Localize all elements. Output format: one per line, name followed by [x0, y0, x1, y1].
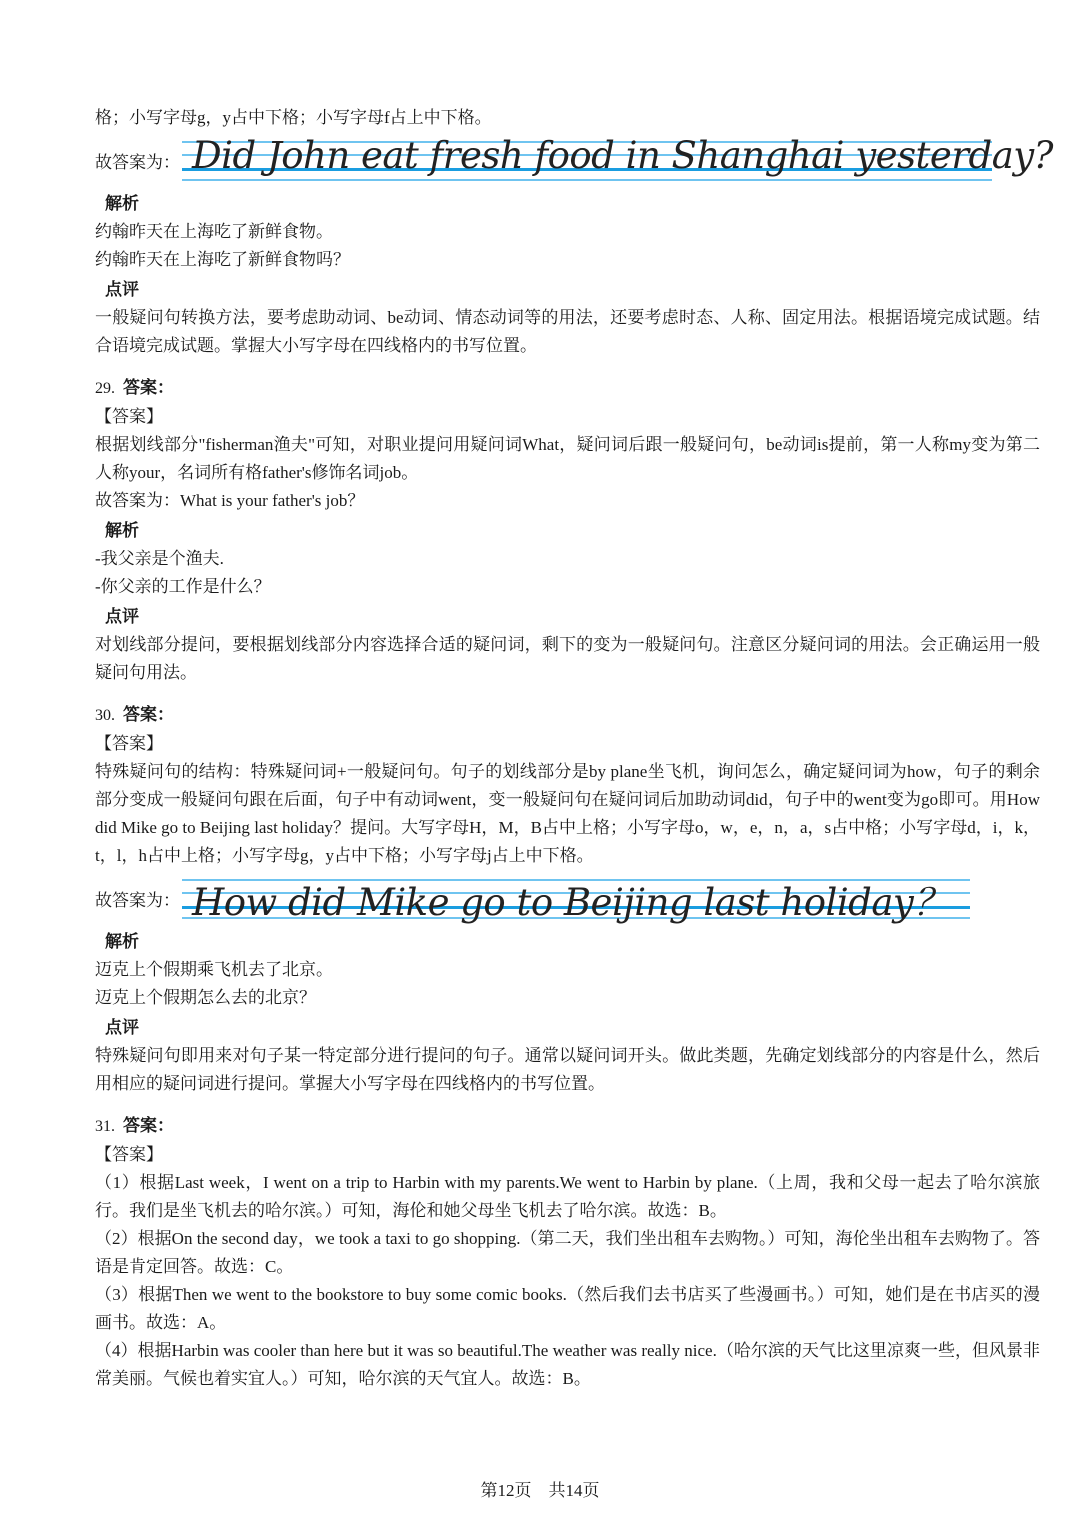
paragraph: 特殊疑问句即用来对句子某一特定部分进行提问的句子。通常以疑问词开头。做此类题，先确定划线部分的内容是什么，然后用相应的疑问词进行提问。掌握大小写字母在四线格内的书写位置。 [95, 1046, 1040, 1093]
section-heading-dianping: 点评 [105, 280, 139, 299]
section-heading-jiexi: 解析 [105, 521, 139, 540]
text-line: -你父亲的工作是什么？ [95, 577, 271, 596]
four-line-grid [182, 134, 1053, 183]
page-footer: 第12页 共14页 [480, 1481, 600, 1500]
answer-text: 故答案为：What is your father's job？ [95, 491, 365, 510]
question-num: 31. [95, 1118, 115, 1135]
answer-bracket: 【答案】 [95, 1145, 163, 1164]
paragraph: 对划线部分提问，要根据划线部分内容选择合适的疑问词，剩下的变为一般疑问句。注意区分疑问词的用法。会正确运用一般疑问句用法。 [95, 635, 1040, 682]
section-heading-jiexi: 解析 [105, 932, 139, 951]
answer-bracket: 【答案】 [95, 407, 163, 426]
answer-row [95, 870, 1040, 926]
list-item: （2）根据On the second day，we took a taxi to go shopping.（第二天，我们坐出租车去购物。）可知，海伦坐出租车去购物了。答语是肯定回答。故选：C。 [95, 1229, 1040, 1276]
list-item: （1）根据Last week，I went on a trip to Harbin with my parents.We went to Harbin by plane.（上周，我和父母一起去了哈尔滨旅行。我们是坐飞机去的哈尔滨。）可知，海伦和她父母坐飞机去了哈尔滨。故选：B。 [95, 1173, 1040, 1220]
handwritten-answer: Did John eat fresh food in Shanghai yesterday? [192, 134, 1053, 177]
list-item: （4）根据Harbin was cooler than here but it was so beautiful.The weather was really nice.（哈尔滨的天气比这里凉爽一些，但风景非常美丽。气候也着实宜人。）可知，哈尔滨的天气宜人。故选：B。 [95, 1341, 1040, 1388]
answer-label: 答案： [123, 1116, 174, 1135]
paragraph: 一般疑问句转换方法，要考虑助动词、be动词、情态动词等的用法，还要考虑时态、人称、固定用法。根据语境完成试题。结合语境完成试题。掌握大小写字母在四线格内的书写位置。 [95, 308, 1040, 355]
question-number [95, 701, 1040, 730]
text-line: 约翰昨天在上海吃了新鲜食物。 [95, 222, 333, 241]
list-item: （3）根据Then we went to the bookstore to buy some comic books.（然后我们去书店买了些漫画书。）可知，她们是在书店买的漫画书。故选：A。 [95, 1285, 1040, 1332]
question-number [95, 374, 1040, 403]
paragraph: 根据划线部分"fisherman渔夫"可知，对职业提问用疑问词What，疑问词后跟一般疑问句，be动词is提前，第一人称my变为第二人称your，名词所有格father's修饰名词job。 [95, 435, 1040, 482]
four-line-grid [182, 875, 970, 924]
section-heading-dianping: 点评 [105, 1018, 139, 1037]
paragraph: 特殊疑问句的结构：特殊疑问词+一般疑问句。句子的划线部分是by plane坐飞机，询问怎么，确定疑问词为how，句子的剩余部分变成一般疑问句跟在后面，句子中有动词went，变一般疑问句在疑问词后加助动词did，句子中的went变为go即可。用How did Mike go to Beijing last holiday？提问。大写字母H，M，B占中上格；小写字母o，w，e，n，a，s占中格；小写字母d，i，k，t，l，h占中上格；小写字母g，y占中下格；小写字母j占上中下格。 [95, 762, 1040, 865]
section-heading-jiexi: 解析 [105, 194, 139, 213]
text-line: 迈克上个假期乘飞机去了北京。 [95, 960, 333, 979]
text-line: 约翰昨天在上海吃了新鲜食物吗？ [95, 250, 350, 269]
text-line: 迈克上个假期怎么去的北京？ [95, 988, 316, 1007]
answer-prefix: 故答案为： [95, 890, 180, 910]
text-line: 格；小写字母g，y占中下格；小写字母f占上中下格。 [95, 108, 492, 127]
question-num: 30. [95, 707, 115, 724]
question-number [95, 1112, 1040, 1141]
page-content [95, 104, 1053, 1393]
answer-label: 答案： [123, 705, 174, 724]
answer-label: 答案： [123, 378, 174, 397]
text-line: -我父亲是个渔夫. [95, 549, 224, 568]
handwritten-answer: How did Mike go to Beijing last holiday？ [192, 881, 950, 924]
section-heading-dianping: 点评 [105, 607, 139, 626]
question-num: 29. [95, 380, 115, 397]
answer-bracket: 【答案】 [95, 734, 163, 753]
answer-prefix: 故答案为： [95, 152, 180, 172]
answer-row [95, 132, 1053, 188]
